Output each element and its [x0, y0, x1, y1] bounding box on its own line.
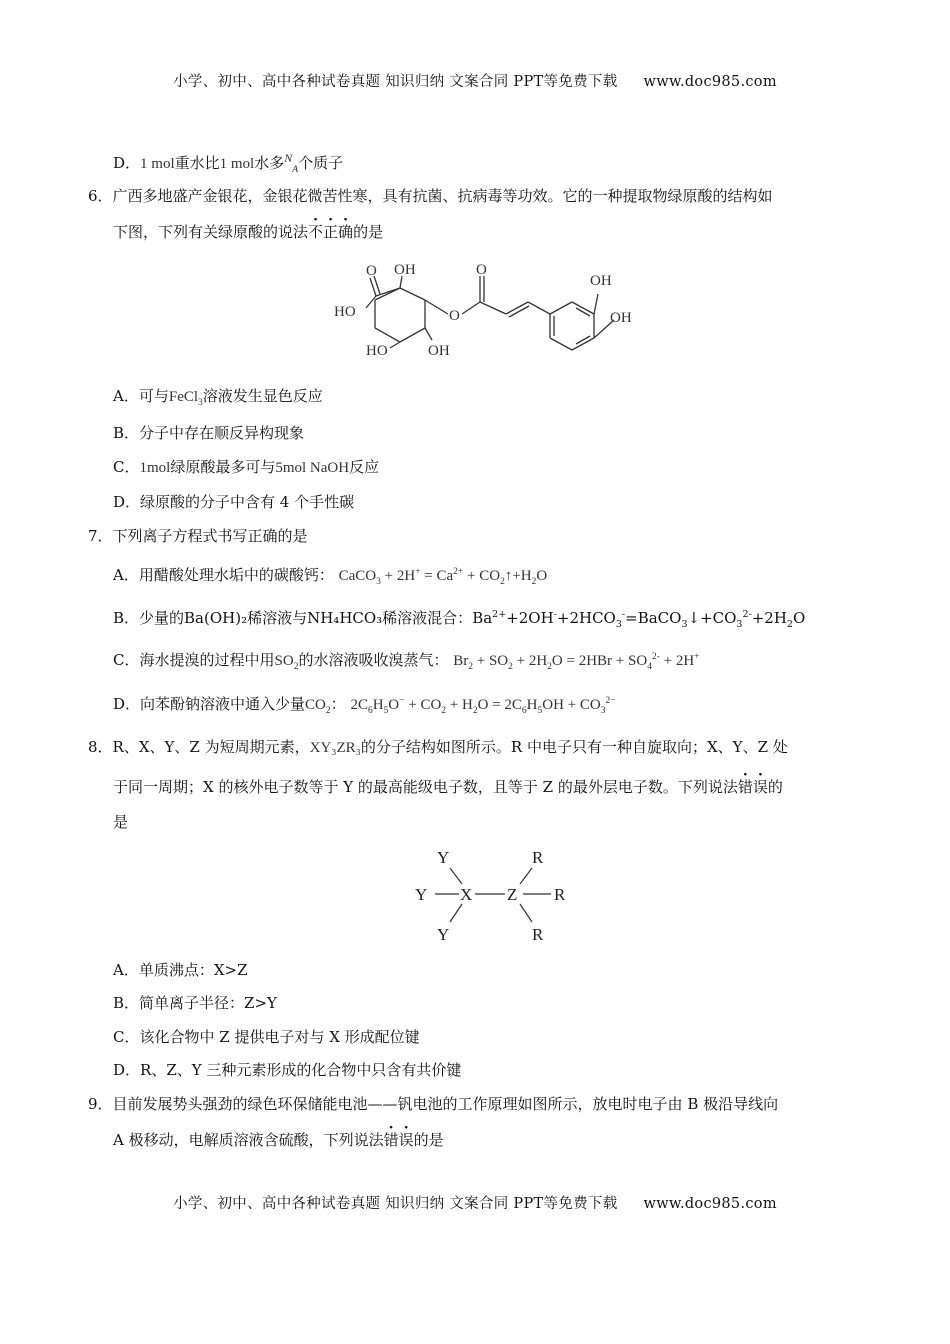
atom-label: OH: [610, 310, 632, 326]
atom-label: HO: [334, 304, 356, 320]
formula: FeCl: [168, 389, 199, 405]
option-label: D．: [113, 695, 141, 713]
na-sub: A: [292, 165, 299, 175]
formula: SO: [274, 653, 294, 669]
q6-option-d: [113, 492, 354, 512]
option-text: 分子中存在顺反异构现象: [139, 424, 305, 442]
question-text: 是: [113, 813, 129, 831]
formula: CO: [305, 697, 326, 713]
header-text: 小学、初中、高中各种试卷真题 知识归纳 文案合同 PPT等免费下载: [173, 74, 618, 90]
atom-label: OH: [428, 343, 450, 359]
question-text: 的: [767, 778, 783, 796]
option-text: 绿原酸最多可与: [170, 458, 276, 476]
atom-x: X: [460, 885, 473, 904]
option-text: 向苯酚钠溶液中通入少量: [140, 695, 306, 713]
q6-option-b: [113, 423, 304, 443]
option-label: B．: [113, 609, 140, 627]
option-text: 溶液发生显色反应: [202, 387, 323, 405]
q8-option-a: [113, 960, 248, 980]
option-text: 用醋酸处理水垢中的碳酸钙：: [138, 566, 334, 584]
q8-option-c: [113, 1027, 420, 1047]
atom-y: Y: [415, 885, 428, 904]
question-text: A 极移动，电解质溶液含硫酸，下列说法: [113, 1131, 384, 1149]
question-number: 7．: [88, 527, 113, 545]
option-label: B．: [113, 994, 140, 1012]
question-text: 于同一周期；X 的核外电子数等于 Y 的最高能级电子数，且等于 Z 的最外层电子数。下列说法: [113, 778, 738, 796]
option-text: 该化合物中 Z 提供电子对与 X 形成配位键: [139, 1028, 420, 1046]
atom-label: HO: [366, 343, 388, 359]
option-label: D．: [113, 1061, 141, 1079]
na-letter: N: [284, 151, 293, 165]
formula: 1 mol: [140, 156, 175, 172]
atom-z: Z: [507, 885, 518, 904]
question-text: 的是: [413, 1131, 444, 1149]
formula-sub: 2: [293, 662, 299, 672]
q9-stem-line2: [113, 1130, 444, 1150]
question-text: 的是: [353, 223, 384, 241]
atom-label: O: [476, 262, 487, 278]
q8-stem-line1: [88, 737, 788, 758]
question-number: 6．: [88, 187, 113, 205]
option-text: 个质子: [298, 154, 344, 172]
option-label: C．: [113, 458, 140, 476]
chlorogenic-acid-structure: [330, 258, 650, 363]
equation-a: CaCO$_3$ + $2H^+ = Ca^{2+}$ + $CO_2↑+H_2O$: [338, 567, 548, 587]
option-label: D．: [113, 154, 141, 172]
emphasis-char: 误: [398, 1131, 414, 1149]
option-label: D．: [113, 493, 141, 511]
question-text: 广西多地盛产金银花，金银花微苦性寒，具有抗菌、抗病毒等功效。它的一种提取物绿原酸的结构如: [112, 187, 773, 205]
q6-stem-line1: [88, 186, 773, 206]
emphasis-char: 正: [323, 223, 339, 241]
option-text: 少量的Ba(OH)₂稀溶液与NH₄HCO₃稀溶液混合：: [139, 609, 473, 627]
na-symbol: [284, 151, 299, 175]
question-text: 下图，下列有关绿原酸的说法: [113, 223, 309, 241]
option-label: A．: [113, 387, 139, 405]
q8-option-b: [113, 993, 277, 1013]
emphasis-char: 误: [752, 778, 768, 796]
option-label: C．: [113, 651, 140, 669]
option-text: 简单离子半径：Z>Y: [139, 994, 277, 1012]
equation-c: $Br_2 + SO_2 + 2H_2O = 2HBr + SO_4^{2-} + 2H^+$: [453, 652, 700, 672]
equation-d: $2C_6H_5O^- + CO_2 + H_2O = 2C_6H_5OH + CO_3^{2-}$: [350, 696, 616, 716]
option-label: A．: [113, 961, 139, 979]
question-text: 目前发展势头强劲的绿色环保储能电池——钒电池的工作原理如图所示，放电时电子由 B 极沿导线向: [112, 1095, 779, 1113]
option-text: 重水比: [174, 154, 220, 172]
atom-label: O: [366, 263, 377, 279]
question-text: 下列离子方程式书写正确的是: [112, 527, 308, 545]
option-text: R、Z、Y 三种元素形成的化合物中只含有共价键: [140, 1061, 462, 1079]
option-text: 的水溶液吸收溴蒸气：: [298, 651, 449, 669]
atom-label: OH: [394, 262, 416, 278]
emphasis-char: 不: [308, 223, 324, 241]
emphasis-char: 错: [737, 778, 753, 796]
question-number: 9．: [88, 1095, 113, 1113]
atom-y: Y: [437, 848, 450, 867]
emphasis-char: 错: [383, 1131, 399, 1149]
option-text: ：: [330, 695, 346, 713]
option-text: 海水提溴的过程中用: [139, 651, 275, 669]
q6-option-a: [113, 386, 323, 413]
q8-stem-line3: [113, 812, 128, 832]
formula-sub: 3: [198, 398, 203, 408]
q7-option-a: [113, 562, 547, 592]
option-text: 反应: [349, 458, 380, 476]
question-text: 的分子结构如图所示。R 中电子只有一种自旋取向；X、Y、Z 处: [360, 738, 788, 756]
q6-stem-line2: [113, 222, 383, 242]
formula-sub: 2: [325, 706, 331, 716]
option-text: 可与: [138, 387, 169, 405]
formula: 1mol: [139, 460, 171, 476]
atom-r: R: [532, 848, 544, 867]
footer-url[interactable]: www.doc985.com: [643, 1196, 777, 1212]
q7-option-c: [113, 647, 700, 677]
formula: 5mol NaOH: [275, 460, 350, 476]
q7-option-b: [113, 605, 805, 635]
atom-y: Y: [437, 925, 450, 944]
footer-text: 小学、初中、高中各种试卷真题 知识归纳 文案合同 PPT等免费下载: [173, 1196, 618, 1212]
q7-stem: [88, 526, 308, 546]
q5-option-d: [113, 148, 343, 180]
option-label: A．: [113, 566, 139, 584]
q6-option-c: [113, 457, 379, 478]
emphasis-char: 确: [338, 223, 354, 241]
option-label: C．: [113, 1028, 140, 1046]
atom-label: OH: [590, 273, 612, 289]
question-number: 8．: [88, 738, 113, 756]
page-footer: [0, 1192, 950, 1213]
q9-stem-line1: [88, 1094, 778, 1114]
option-label: B．: [113, 424, 140, 442]
page-header: [0, 70, 950, 91]
atom-r: R: [554, 885, 566, 904]
option-text: 单质沸点：X>Z: [138, 961, 248, 979]
equation-b: $Ba^{2+}+2OH^-+2HCO_3^-=BaCO_3↓+CO_3^{2-}+2H_2O$: [472, 609, 806, 630]
header-url[interactable]: www.doc985.com: [643, 74, 777, 90]
q7-option-d: [113, 691, 616, 721]
question-text: R、X、Y、Z 为短周期元素，: [112, 738, 310, 756]
atom-label: O: [449, 308, 460, 324]
option-text: 水多: [254, 154, 285, 172]
q8-stem-line2: [113, 777, 783, 797]
formula: 1 mol: [219, 156, 255, 172]
formula: XY₃ZR₃: [309, 740, 361, 756]
xy3zr3-structure: [405, 842, 585, 947]
atom-r: R: [532, 925, 544, 944]
option-text: 绿原酸的分子中含有 4 个手性碳: [140, 493, 355, 511]
q8-option-d: [113, 1060, 461, 1080]
